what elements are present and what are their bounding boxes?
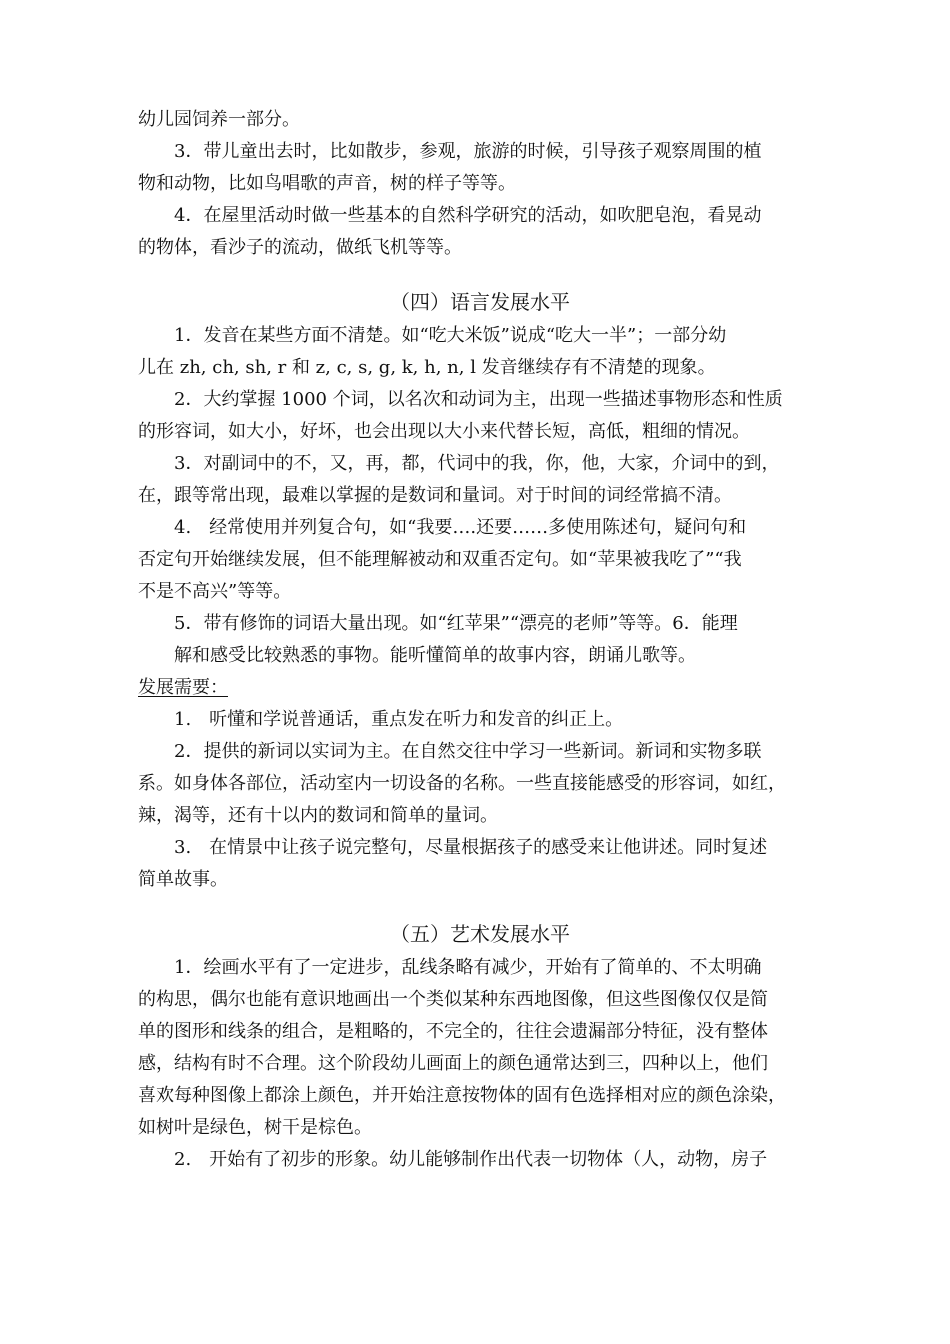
text-line: 在，跟等常出现，最难以掌握的是数词和量词。对于时间的词经常搞不清。 xyxy=(138,485,732,506)
text-line: 2. 开始有了初步的形象。幼儿能够制作出代表一切物体（人，动物，房子 xyxy=(174,1149,768,1170)
text-line: 4．在屋里活动时做一些基本的自然科学研究的活动，如吹肥皂泡，看晃动 xyxy=(174,205,762,226)
text-line: 简单故事。 xyxy=(138,869,228,890)
text-line: 4. 经常使用并列复合句，如“我要….还要……多使用陈述句，疑问句和 xyxy=(174,517,747,538)
text-line: 3．对副词中的不，又，再，都，代词中的我，你，他，大家，介词中的到， xyxy=(174,453,780,474)
needs-body xyxy=(138,704,822,896)
text-line: 幼儿园饲养一部分。 xyxy=(138,109,300,130)
needs-label: 发展需要： xyxy=(138,677,228,698)
text-line: 的形容词，如大小，好坏，也会出现以大小来代替长短，高低，粗细的情况。 xyxy=(138,421,750,442)
needs-label-line xyxy=(138,672,822,704)
text-line: 系。如身体各部位，活动室内一切设备的名称。一些直接能感受的形容词，如红， xyxy=(138,773,786,794)
text-line: 如树叶是绿色，树干是棕色。 xyxy=(138,1117,372,1138)
text-line: 感，结构有时不合理。这个阶段幼儿画面上的颜色通常达到三，四种以上，他们 xyxy=(138,1053,768,1074)
text-line: 解和感受比较熟悉的事物。能听懂简单的故事内容，朗诵儿歌等。 xyxy=(174,645,696,666)
text-line: 辣，渴等，还有十以内的数词和简单的量词。 xyxy=(138,805,498,826)
text-line: 喜欢每种图像上都涂上颜色，并开始注意按物体的固有色选择相对应的颜色涂染， xyxy=(138,1085,786,1106)
text-line: 2．提供的新词以实词为主。在自然交往中学习一些新词。新词和实物多联 xyxy=(174,741,762,762)
section-5-title: （五）艺术发展水平 xyxy=(390,922,570,946)
section-4-body xyxy=(138,320,822,672)
text-line: 否定句开始继续发展，但不能理解被动和双重否定句。如“苹果被我吃了”“我 xyxy=(138,549,742,570)
text-line: 1. 听懂和学说普通话，重点发在听力和发音的纠正上。 xyxy=(174,709,624,730)
text-line: 的物体，看沙子的流动，做纸飞机等等。 xyxy=(138,237,462,258)
text-line: 的构思，偶尔也能有意识地画出一个类似某种东西地图像，但这些图像仅仅是简 xyxy=(138,989,768,1010)
text-line: 3. 在情景中让孩子说完整句，尽量根据孩子的感受来让他讲述。同时复述 xyxy=(174,837,768,858)
text-line: 5．带有修饰的词语大量出现。如“红苹果”“漂亮的老师”等等。6．能理 xyxy=(174,613,738,634)
text-line: 物和动物，比如鸟唱歌的声音，树的样子等等。 xyxy=(138,173,516,194)
section-5-body xyxy=(138,952,822,1176)
section-4-title: （四）语言发展水平 xyxy=(390,290,570,314)
text-line: 儿在 zh, ch, sh, r 和 z, c, s, g, k, h, n, l 发音继续存有不清楚的现象。 xyxy=(138,357,716,378)
text-line: 1．绘画水平有了一定进步，乱线条略有减少，开始有了简单的、不太明确 xyxy=(174,957,762,978)
text-line: 2．大约掌握 1000 个词，以名次和动词为主，出现一些描述事物形态和性质 xyxy=(174,389,783,410)
text-line: 3．带儿童出去时，比如散步，参观，旅游的时候，引导孩子观察周围的植 xyxy=(174,141,762,162)
text-line: 不是不高兴”等等。 xyxy=(138,581,292,602)
text-line: 单的图形和线条的组合，是粗略的，不完全的，往往会遗漏部分特征，没有整体 xyxy=(138,1021,768,1042)
top-paragraphs xyxy=(138,104,822,264)
text-line: 1．发音在某些方面不清楚。如“吃大米饭”说成“吃大一半”；一部分幼 xyxy=(174,325,727,346)
document-page xyxy=(138,104,822,1176)
